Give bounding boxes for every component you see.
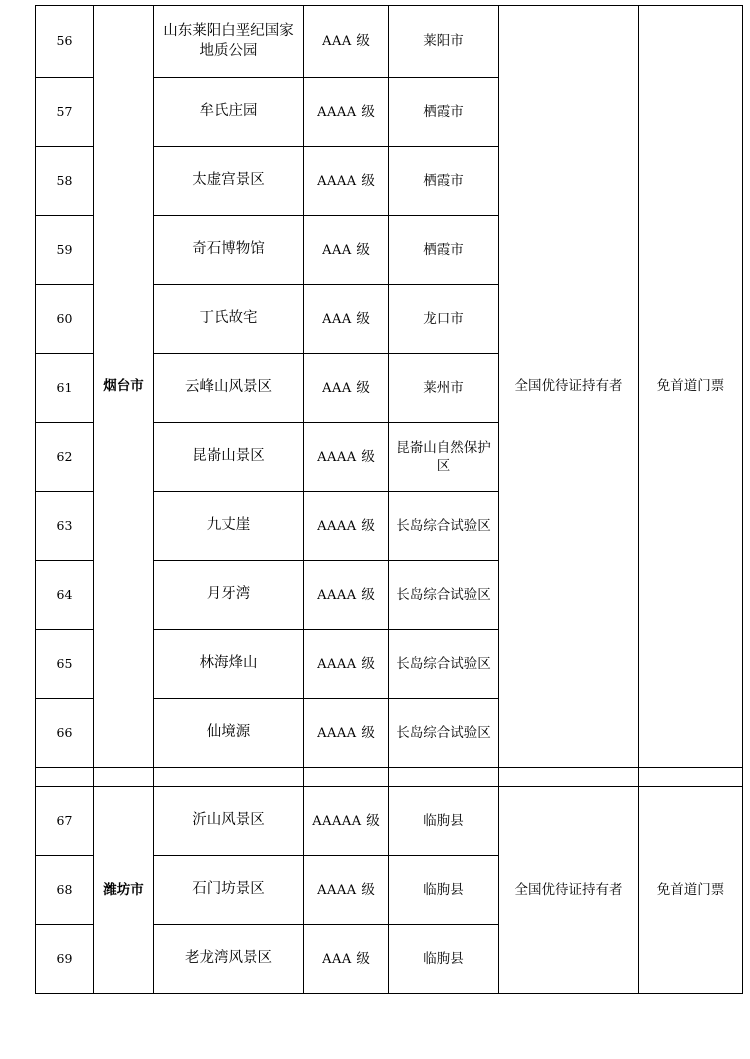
cell-level [304,423,389,492]
table-row [36,6,743,78]
cell-area: 莱阳市 [389,6,499,78]
cell-area: 临朐县 [389,856,499,925]
separator-cell [389,768,499,787]
separator-cell [639,768,743,787]
level-unit: 级 [361,517,375,534]
cell-index: 69 [36,925,94,994]
level-unit: 级 [366,812,380,829]
level-grade: AAAA [317,725,357,741]
level-unit: 级 [356,33,370,50]
cell-index: 62 [36,423,94,492]
level-grade: AAA [322,951,352,967]
level-unit: 级 [361,724,375,741]
cell-area: 莱州市 [389,354,499,423]
separator-cell [304,768,389,787]
cell-level [304,630,389,699]
cell-name: 老龙湾风景区 [154,925,304,994]
level-unit: 级 [356,379,370,396]
cell-policy: 全国优待证持有者 [499,6,639,768]
cell-index: 58 [36,147,94,216]
cell-level [304,787,389,856]
cell-area: 临朐县 [389,925,499,994]
cell-level [304,699,389,768]
cell-index: 64 [36,561,94,630]
level-grade: AAAA [317,656,357,672]
separator-cell [499,768,639,787]
level-unit: 级 [356,241,370,258]
level-unit: 级 [361,655,375,672]
cell-name: 月牙湾 [154,561,304,630]
level-grade: AAAA [317,449,357,465]
cell-name: 太虚宫景区 [154,147,304,216]
cell-index: 57 [36,78,94,147]
cell-index: 59 [36,216,94,285]
level-unit: 级 [356,950,370,967]
cell-level [304,354,389,423]
separator-cell [154,768,304,787]
cell-area: 栖霞市 [389,216,499,285]
level-grade: AAAA [317,173,357,189]
separator-cell [36,768,94,787]
cell-level [304,925,389,994]
cell-index: 56 [36,6,94,78]
level-unit: 级 [361,172,375,189]
cell-level [304,147,389,216]
level-grade: AAAA [317,882,357,898]
cell-name: 石门坊景区 [154,856,304,925]
cell-index: 66 [36,699,94,768]
cell-index: 65 [36,630,94,699]
cell-area: 栖霞市 [389,147,499,216]
level-unit: 级 [361,103,375,120]
cell-name: 仙境源 [154,699,304,768]
cell-index: 67 [36,787,94,856]
cell-level [304,856,389,925]
group-separator-row [36,768,743,787]
cell-area: 昆嵛山自然保护区 [389,423,499,492]
cell-name: 牟氏庄园 [154,78,304,147]
level-grade: AAAA [317,587,357,603]
cell-index: 61 [36,354,94,423]
cell-level [304,216,389,285]
level-grade: AAAAA [312,813,362,829]
cell-level [304,561,389,630]
level-unit: 级 [356,310,370,327]
level-grade: AAA [322,34,352,50]
separator-cell [94,768,154,787]
cell-name: 昆嵛山景区 [154,423,304,492]
cell-area: 长岛综合试验区 [389,492,499,561]
cell-level [304,492,389,561]
cell-name: 林海烽山 [154,630,304,699]
cell-index: 60 [36,285,94,354]
level-grade: AAA [322,380,352,396]
cell-name: 奇石博物馆 [154,216,304,285]
level-unit: 级 [361,448,375,465]
level-grade: AAAA [317,104,357,120]
table-row [36,787,743,856]
cell-level [304,6,389,78]
cell-city: 潍坊市 [94,787,154,994]
cell-area: 栖霞市 [389,78,499,147]
cell-area: 长岛综合试验区 [389,561,499,630]
level-unit: 级 [361,586,375,603]
cell-area: 长岛综合试验区 [389,630,499,699]
cell-name: 沂山风景区 [154,787,304,856]
cell-name: 山东莱阳白垩纪国家地质公园 [154,6,304,78]
cell-area: 龙口市 [389,285,499,354]
cell-benefit: 免首道门票 [639,787,743,994]
cell-name: 云峰山风景区 [154,354,304,423]
level-unit: 级 [361,881,375,898]
cell-city: 烟台市 [94,6,154,768]
cell-index: 63 [36,492,94,561]
cell-area: 长岛综合试验区 [389,699,499,768]
cell-level [304,285,389,354]
scenic-spots-table [35,5,743,994]
cell-name: 九丈崖 [154,492,304,561]
level-grade: AAA [322,242,352,258]
cell-benefit: 免首道门票 [639,6,743,768]
cell-level [304,78,389,147]
level-grade: AAAA [317,518,357,534]
cell-index: 68 [36,856,94,925]
cell-area: 临朐县 [389,787,499,856]
cell-policy: 全国优待证持有者 [499,787,639,994]
level-grade: AAA [322,311,352,327]
cell-name: 丁氏故宅 [154,285,304,354]
